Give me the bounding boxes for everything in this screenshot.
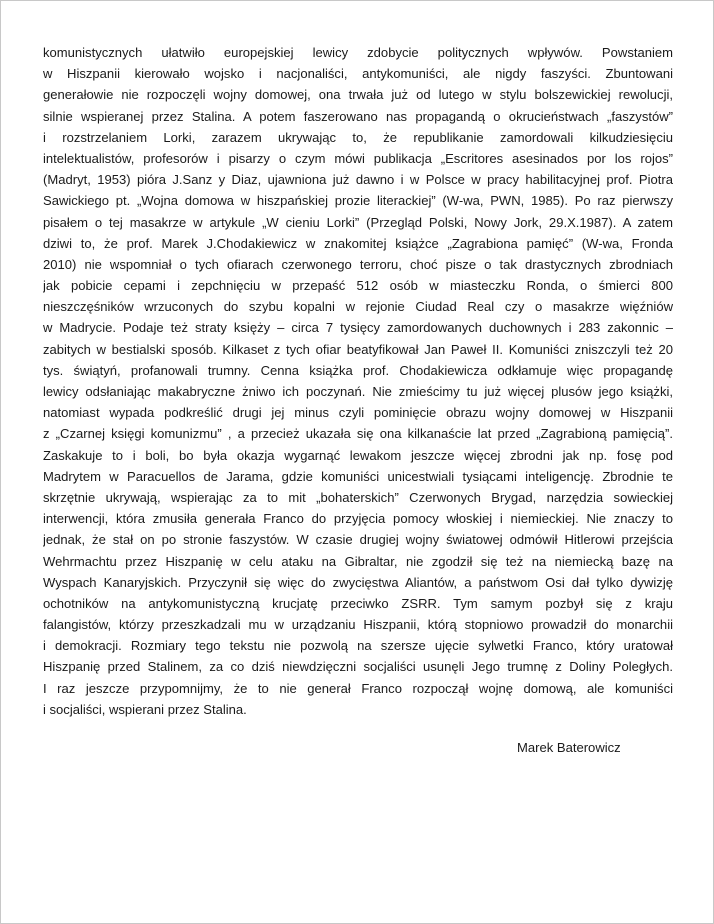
text-line: Wyspach Kanaryjskich. Przyczynił się więc do zwycięstwa Aliantów, a państwom Osi dał tylko dywizję — [43, 574, 673, 590]
text-line: ochotników na antykomunistyczną krucjatę przeciwko ZSRR. Tym samym pozbył się z kraju — [43, 595, 673, 611]
text-line: pisałem o tej masakrze w artykule „W cieniu Lorki” (Przegląd Polski, Nowy Jork, 29.X.1987). A zatem — [43, 214, 673, 230]
text-line: lewicy odsłaniając makabryczne żniwo ich poczynań. Nie zmieścimy tu już więcej plusów jego książki, — [43, 384, 673, 399]
text-line: komunistycznych ułatwiło europejskiej lewicy zdobycie politycznych wpływów. Powstaniem — [43, 45, 673, 60]
text-line: Madrytem w Paracuellos de Jarama, gdzie komuniści unicestwiali tysiącami inteligencję. Zbrodnie te — [43, 468, 673, 484]
text-line: interwencji, która zmusiła generała Franco do przyjęcia pomocy włoskiej i niemieckiej. Nie znaczy to — [43, 511, 673, 527]
text-line: Zaskakuje to i boli, bo była okazja wygarnąć lewakom jeszcze więcej zbrodni jak np. fosę pod — [43, 447, 673, 463]
text-line: generałowie nie rozpoczęli wojny domowej, ona trwała już od lutego w stylu bolszewickiej rewolucji, — [43, 87, 673, 103]
text-line: i rozstrzelaniem Lorki, zarazem ukrywając to, że republikanie zamordowali kilkudziesięciu — [43, 129, 673, 145]
text-line: tys. świątyń, profanowali trumny. Cenna książka prof. Chodakiewicza odkłamuje więc propagandę — [43, 362, 673, 378]
text-line: jak pobicie cepami i zepchnięciu w przepaść 512 osób w miasteczku Ronda, o śmierci 800 — [43, 278, 673, 294]
text-line: Sawickiego pt. „Wojna domowa w hiszpańskiej prozie literackiej” (W-wa, PWN, 1985). Po raz pierwszy — [43, 193, 673, 209]
text-line: Wehrmachtu przez Hiszpanię w celu ataku na Gibraltar, nie zgodził się też na niemiecką bazę na — [43, 553, 673, 569]
text-line: skrzętnie ukrywają, wspierając za to mit „bohaterskich” Czerwonych Brygad, narzędzia sowieckiej — [43, 489, 673, 505]
text-line: w Hiszpanii kierowało wojsko i nacjonaliści, antykomuniści, ale nigdy faszyści. Zbuntowani — [43, 66, 673, 82]
text-line: natomiast wypada podkreślić drugi jej minus czyli pominięcie obrazu wojny domowej w Hiszpanii — [43, 405, 673, 421]
text-line: falangistów, którzy przeszkadzali mu w urządzaniu Hiszpanii, którą stopniowo prowadził do monarchii — [43, 617, 673, 633]
text-line: w Madrycie. Podaje też straty księży – circa 7 tysięcy zamordowanych duchownych i 283 zakonnic – — [43, 320, 673, 336]
text-line: intelektualistów, profesorów i pisarzy o czym mówi publikacja „Escritores asesinados por los rojos” — [43, 150, 673, 166]
text-line: jednak, że stał on po stronie faszystów. W czasie drugiej wojny światowej odmówił Hitlerowi przejścia — [43, 532, 673, 548]
text-line: i socjaliści, wspierani przez Stalina. — [43, 701, 247, 717]
text-line: Hiszpanię przed Stalinem, za co dziś niewdzięczni socjaliści usunęli Jego trumnę z Doliny Poległych. — [43, 659, 673, 675]
text-line: nieszczęśników wrzuconych do szybu kopalni w rejonie Ciudad Real czy o masakrze więźniów — [43, 299, 673, 315]
text-line: z „Czarnej księgi komunizmu” , a przecież ukazała się ona kilkanaście lat przed „Zagrabioną pamięcią”. — [43, 426, 673, 442]
text-line: dziwi to, że prof. Marek J.Chodakiewicz w znakomitej książce „Zagrabiona pamięć” (W-wa, Fronda — [43, 235, 673, 251]
text-line: silnie wspieranej przez Stalina. A potem faszerowano nas propagandą o okrucieństwach „faszystów” — [43, 108, 673, 124]
text-line: (Madryt, 1953) pióra J.Sanz y Diaz, ujawniona już dawno i w Polsce w pracy habilitacyjnej prof. Piotra — [43, 172, 673, 188]
text-line: zabitych w bestialski sposób. Kilkaset z tych ofiar beatyfikował Jan Paweł II. Komuniści zniszczyli też 20 — [43, 341, 673, 357]
text-line: i demokracji. Rozmiary tego tekstu nie pozwolą na szersze ujęcie sylwetki Franco, który uratował — [43, 638, 673, 654]
text-line: 2010) nie wspomniał o tych ofiarach czerwonego terroru, choć pisze o tak drastycznych zbrodniach — [43, 256, 673, 272]
article-body — [43, 42, 673, 720]
text-line: I raz jeszcze przypomnijmy, że to nie generał Franco rozpoczął wojnę domową, ale komuniści — [43, 680, 673, 696]
author-signature: Marek Baterowicz — [517, 740, 621, 755]
